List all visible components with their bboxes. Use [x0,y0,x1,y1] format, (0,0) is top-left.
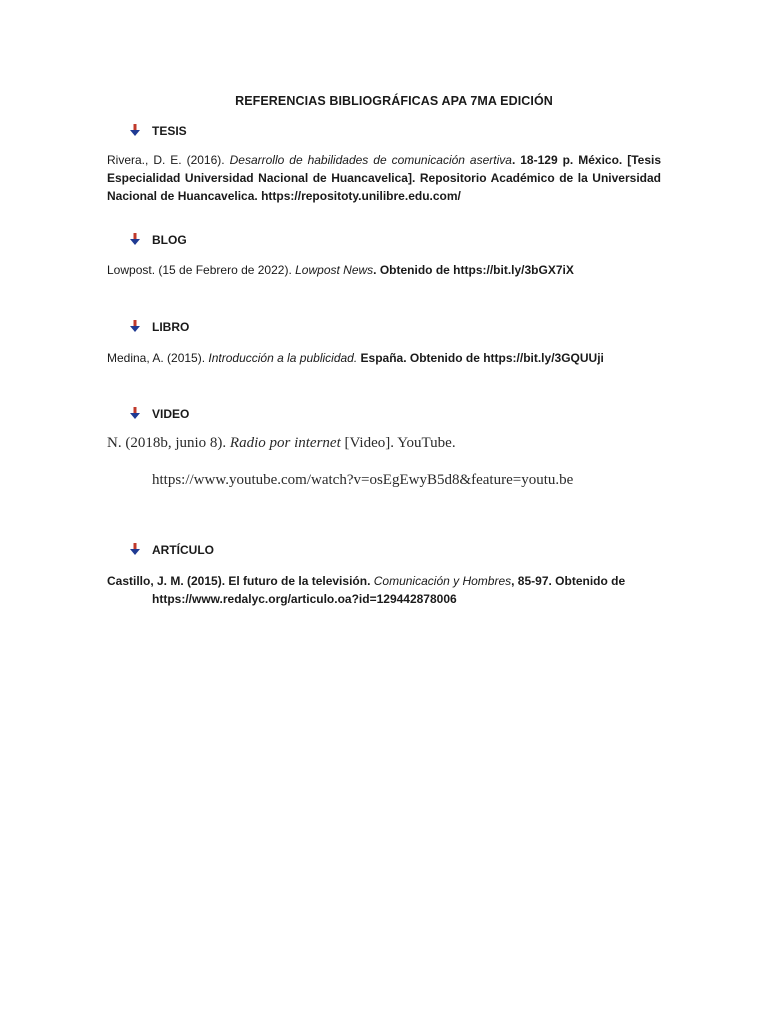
reference-tesis [107,151,661,205]
arrow-down-bullet-icon [128,542,142,556]
reference-details: . 18-129 p. México. [Tesis Especialidad Universidad Nacional de Huancavelica]. Repositorio Académico de la Universidad Nacional de Huancavelica. [107,153,662,203]
section-heading-label: LIBRO [152,320,190,334]
reference-details: España. Obtenido de https://bit.ly/3GQUUji [360,351,604,365]
reference-title: Desarrollo de habilidades de comunicación asertiva [229,153,512,167]
arrow-down-bullet-icon [128,123,142,137]
arrow-down-bullet-icon [128,232,142,246]
reference-video [107,435,456,452]
reference-url[interactable]: https://www.redalyc.org/articulo.oa?id=129442878006 [152,592,457,606]
reference-author: Medina, A. (2015). [107,351,206,365]
reference-url[interactable]: https://www.youtube.com/watch?v=osEgEwyB5d8&feature=youtu.be [152,472,574,488]
section-heading-label: BLOG [152,233,187,247]
reference-title: Lowpost News [295,263,374,277]
reference-details: . Obtenido de https://bit.ly/3bGX7iX [373,263,574,277]
reference-title: Introducción a la publicidad. [208,351,358,365]
reference-author: Rivera., D. E. (2016). [107,153,225,167]
reference-author: Lowpost. (15 de Febrero de 2022). [107,263,292,277]
page-title: REFERENCIAS BIBLIOGRÁFICAS APA 7MA EDICIÓN [235,94,553,108]
reference-author: N. (2018b, junio 8). [107,435,227,451]
section-heading-label: TESIS [152,124,187,138]
reference-author: Castillo, J. M. (2015). El futuro de la televisión. [107,574,371,588]
section-heading-video [128,407,189,421]
reference-title: Comunicación y Hombres [373,574,512,588]
reference-articulo [107,572,682,608]
section-heading-articulo [128,543,214,557]
section-heading-tesis [128,124,187,138]
reference-url[interactable]: https://repositoty.unilibre.edu.com/ [261,189,461,203]
arrow-down-bullet-icon [128,319,142,333]
reference-details: , 85-97. Obtenido de [511,574,626,588]
section-heading-libro [128,320,189,334]
section-heading-blog [128,233,187,247]
reference-title: Radio por internet [229,435,341,451]
arrow-down-bullet-icon [128,406,142,420]
reference-blog [107,261,661,279]
reference-libro [107,349,661,367]
section-heading-label: VIDEO [152,407,190,421]
reference-details: [Video]. YouTube. [344,435,456,451]
section-heading-label: ARTÍCULO [152,543,214,557]
